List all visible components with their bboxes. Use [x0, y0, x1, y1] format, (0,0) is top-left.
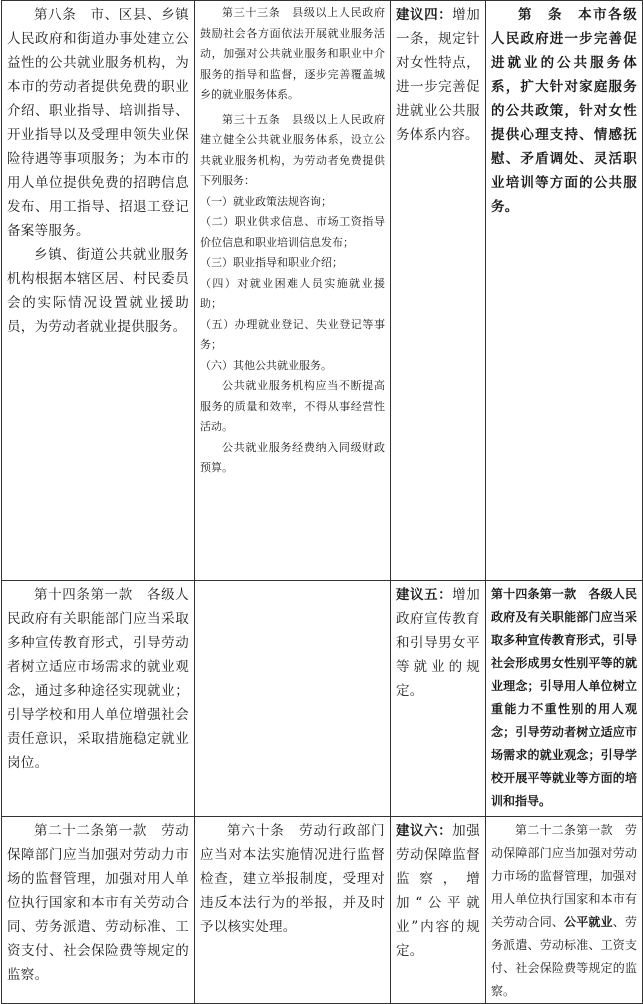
suggestion-title: 建议四： [396, 7, 453, 23]
proposed-text [491, 819, 637, 1003]
suggestion-text: 增加一条，规定针对女性特点，进一步完善促进就业公共服务体系内容。 [396, 7, 480, 143]
proposed-text: 第 条 本市各级人民政府进一步完善促进就业的公共服务体系，扩大针对家庭服务的公共政策，针对女性提供心理支持、情感抚慰、矛盾调处、灵活职业培训等方面的公共服务。 [491, 7, 637, 215]
table-row [2, 1, 643, 581]
proposed-text-part: 、劳务派遣、劳动标准、工资支付、社会保险费等规定的监察。 [491, 915, 637, 998]
article-text: 公共就业服务经费纳入同级财政预算。 [200, 440, 385, 474]
list-item: （五）办理就业登记、失业登记等事务； [200, 317, 385, 351]
list-item: （一）就业政策法规咨询； [200, 194, 332, 208]
upper-law-cell [195, 817, 391, 1004]
article-text: 第八条 市、区县、乡镇人民政府和街道办事处建立公益性的公共就业服务机构，为本市的劳动者提供免费的职业介绍、职业指导、培训指导、开业指导以及受理申领失业保险待遇等事项服务；为本市的用人单位提供免费的招聘信息发布、用工指导、招退工登记备案等服务。 [7, 7, 189, 239]
proposed-text: 第十四条第一款 各级人民政府及有关职能部门应当采取多种宣传教育形式，引导社会形成男女性别平等的就业理念；引导用人单位树立重能力不重性别的用人观念；引导劳动者树立适应市场需求的就业观念；引导学校开展平等就业等方面的培训和指导。 [491, 587, 637, 808]
suggestion-title: 建议五： [396, 587, 453, 603]
table-row [2, 581, 643, 817]
proposed-text-cell [486, 817, 643, 1004]
list-item: （三）职业指导和职业介绍； [200, 256, 343, 269]
current-regulation-cell [2, 817, 195, 1004]
list-item: （六）其他公共就业服务。 [200, 358, 332, 372]
proposed-text-highlight: 公平就业 [564, 915, 613, 929]
comparison-table [1, 0, 643, 1004]
article-text: 乡镇、街道公共就业服务机构根据本辖区居、村民委员会的实际情况设置就业援助员，为劳动者就业提供服务。 [7, 247, 189, 335]
list-item: （二）职业供求信息、市场工资指导价位信息和职业培训信息发布； [200, 215, 385, 249]
article-text: 第十四条第一款 各级人民政府有关职能部门应当采取多种宣传教育形式，引导劳动者树立适应市场需求的就业观念，通过多种途径实现就业；引导学校和用人单位增强社会责任意识，采取措施稳定就业岗位。 [7, 587, 189, 771]
proposed-text-cell [486, 1, 643, 581]
article-text: 第三十五条 县级以上人民政府建立健全公共就业服务体系，设立公共就业服务机构，为劳动者免费提供下列服务： [200, 112, 385, 187]
proposed-text-cell [486, 581, 643, 817]
article-text: 第三十三条 县级以上人民政府鼓励社会各方面依法开展就业服务活动，加强对公共就业服务和职业中介服务的指导和监督，逐步完善覆盖城乡的就业服务体系。 [200, 6, 385, 101]
table-row [2, 817, 643, 1004]
current-regulation-cell [2, 1, 195, 581]
suggestion-cell [391, 581, 486, 817]
upper-law-cell [195, 1, 391, 581]
article-text: 第六十条 劳动行政部门应当对本法实施情况进行监督检查，建立举报制度，受理对违反本法行为的举报，并及时予以核实处理。 [200, 823, 385, 935]
suggestion-cell [391, 1, 486, 581]
upper-law-cell [195, 581, 391, 817]
suggestion-title: 建议六： [396, 823, 453, 839]
proposed-text-part: 第二十二条第一款 劳动保障部门应当加强对劳动力市场的监督管理，加强对用人单位执行国家和本市有关劳动合同、 [491, 823, 637, 929]
list-item: （四）对就业困难人员实施就业援助； [200, 276, 385, 310]
current-regulation-cell [2, 581, 195, 817]
suggestion-text: 加强劳动保障监督监察，增加“公平就业”内容的规定。 [396, 823, 480, 959]
suggestion-cell [391, 817, 486, 1004]
article-text: 第二十二条第一款 劳动保障部门应当加强对劳动力市场的监督管理，加强对用人单位执行国家和本市有关劳动合同、劳务派遣、劳动标准、工资支付、社会保险费等规定的监察。 [7, 823, 189, 983]
article-text: 公共就业服务机构应当不断提高服务的质量和效率，不得从事经营性活动。 [200, 379, 385, 433]
suggestion-text: 增加政府宣传教育和引导男女平等就业的规定。 [396, 587, 480, 699]
